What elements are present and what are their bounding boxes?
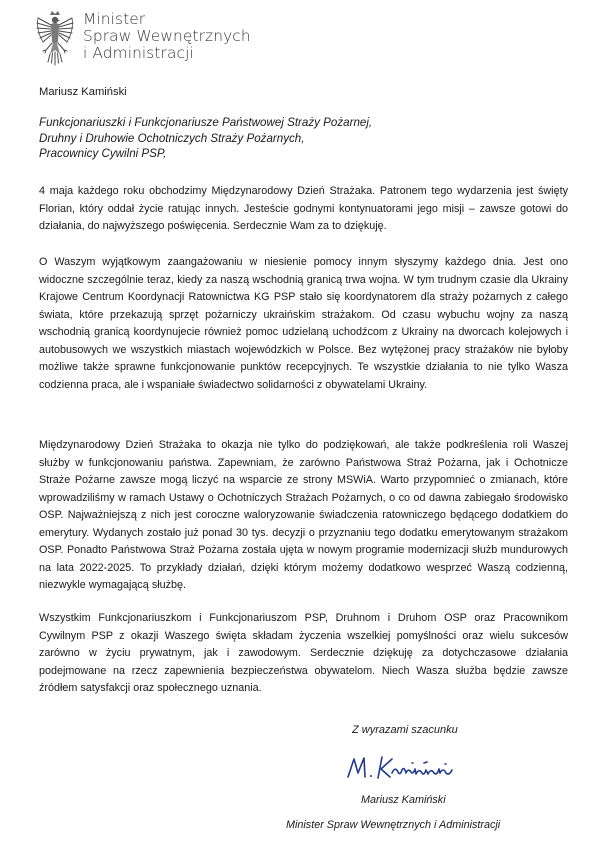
paragraph: Wszystkim Funkcjonariuszkom i Funkcjonariuszom PSP, Druhnom i Druhom OSP oraz Pracownikom Cywilnym PSP z okazji Waszego święta składam życzenia wszelkiej pomyślności oraz wielu sukcesów zarówno w życiu prywatnym, jak i zawodowym. Serdecznie dziękuję za dotychczasowe działania podejmowane na rzecz zapewnienia bezpieczeństwa obywatelom. Niech Wasza służba będzie zawsze źródłem satysfakcji oraz społecznego uznania. bbox=[39, 612, 568, 694]
salutation-line: Pracownicy Cywilni PSP, bbox=[39, 147, 167, 161]
salutation-line: Druhny i Druhowie Ochotniczych Straży Pożarnych, bbox=[39, 131, 305, 145]
paragraph: O Waszym wyjątkowym zaangażowaniu w niesienie pomocy innym słyszymy każdego dnia. Jest ono widoczne szczególnie teraz, kiedy za naszą wschodnią granicą trwa wojna. W tym trudnym czasie dla Ukrainy Krajowe Centrum Koordynacji Ratownictwa KG PSP stało się koordynatorem dla straży pożarnych z całego świata, które przekazują sprzęt pożarniczy ukraińskim strażakom. Od czasu wybuchu wojny za naszą wschodnią granicą koordynujecie również pomoc udzielaną uchodźcom z Ukrainy na dworcach kolejowych i autobusowych we wszystkich miastach wojewódzkich w Polsce. Bez wytężonej pracy strażaków nie byłoby możliwe także sprawne funkcjonowanie punktów recepcyjnych. Te wszystkie działania to nie tylko Wasza codzienna praca, ale i wspaniałe świadectwo solidarności z obywatelami Ukrainy. bbox=[39, 256, 568, 391]
ministry-line: Minister bbox=[83, 10, 146, 28]
salutation-line: Funkcjonariuszki i Funkcjonariusze Państwowej Straży Pożarnej, bbox=[39, 116, 373, 129]
signer-name: Mariusz Kamiński bbox=[361, 794, 446, 806]
sender-name: Mariusz Kamiński bbox=[39, 86, 127, 98]
paragraph: Międzynarodowy Dzień Strażaka to okazja nie tylko do podziękowań, ale także podkreślenia roli Waszej służby w funkcjonowaniu państwa. Zapewniam, że zarówno Państwowa Straż Pożarna, jak i Ochotnicze Straże Pożarne zawsze mogą liczyć na wsparcie ze strony MSWiA. Warto przypomnieć o zmianach, które wprowadziliśmy w ramach Ustawy o Ochotniczych Strażach Pożarnych, o co od dawna zabiegało środowisko OSP. Najważniejszą z nich jest coroczne waloryzowanie świadczenia ratowniczego będącego dodatkiem do emerytury. Wydanych zostało już ponad 30 tys. decyzji o przyznaniu tego dodatku emerytowanym strażakom OSP. Ponadto Państwowa Straż Pożarna została ujęta w nowym programie modernizacji służb mundurowych na lata 2022-2025. To przykłady działań, dzięki którym możemy dodatkowo wesprzeć Waszą codzienną, niezwykle wymagającą służbę. bbox=[39, 439, 568, 591]
ministry-line: Spraw Wewnętrznych bbox=[83, 27, 251, 46]
ministry-name bbox=[83, 11, 251, 63]
salutation bbox=[39, 115, 559, 162]
paragraph: 4 maja każdego roku obchodzimy Międzynarodowy Dzień Strażaka. Patronem tego wydarzenia jest święty Florian, który oddał życie ratując innych. Jesteście godnymi kontynuatorami jego misji – zawsze gotowi do działania, do najwyższego poświęcenia. Serdecznie Wam za to dziękuję. bbox=[39, 185, 568, 232]
signer-title: Minister Spraw Wewnętrznych i Administracji bbox=[286, 819, 501, 831]
eagle-emblem-icon bbox=[35, 10, 75, 68]
handwritten-signature bbox=[342, 749, 482, 787]
closing-phrase: Z wyrazami szacunku bbox=[352, 724, 458, 736]
ministry-line: i Administracji bbox=[83, 44, 194, 63]
